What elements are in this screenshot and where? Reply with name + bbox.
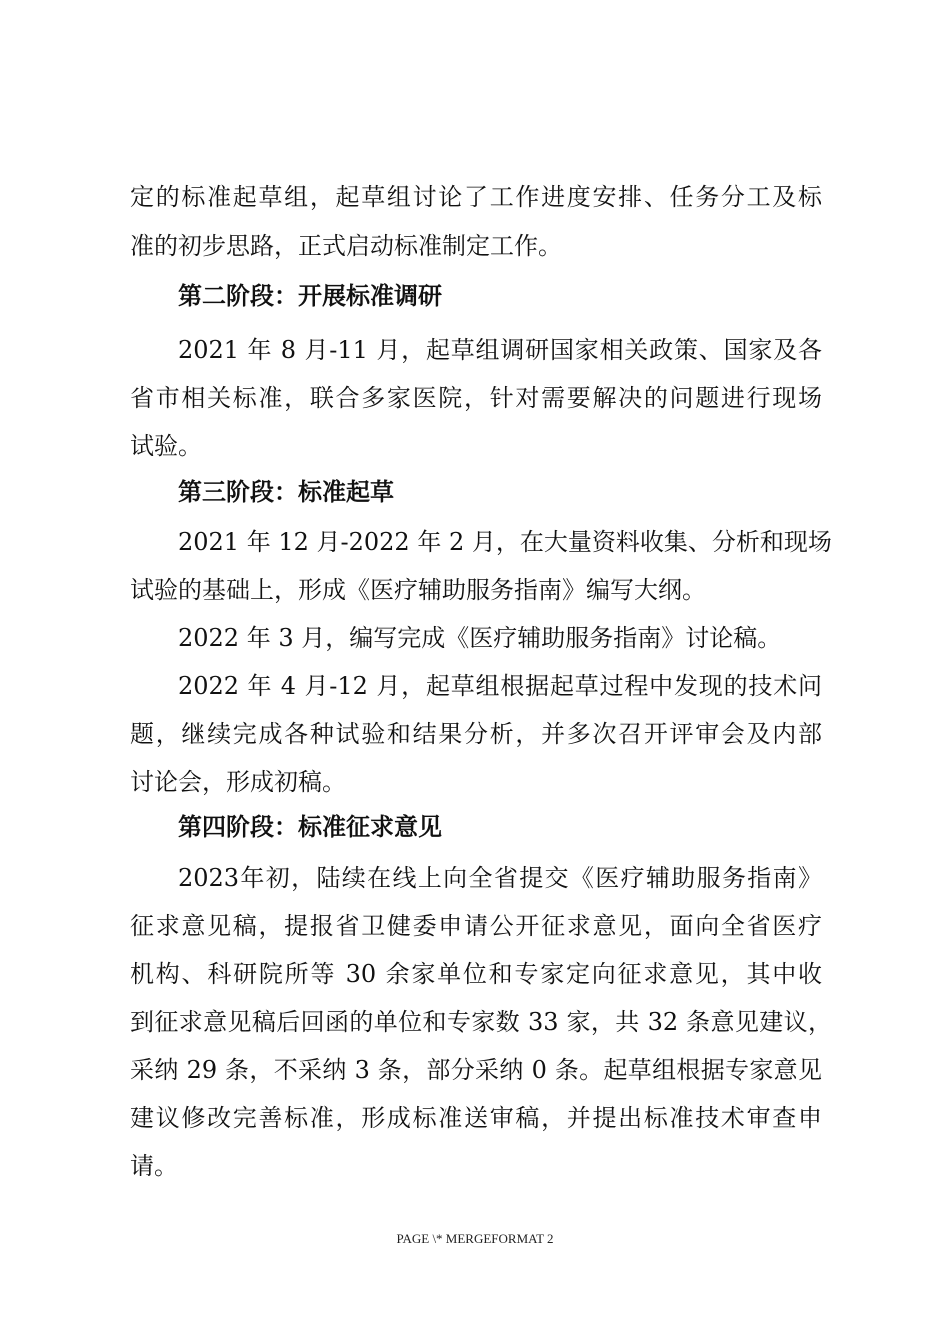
paragraph-line: 到征求意见稿后回函的单位和专家数 33 家，共 32 条意见建议， xyxy=(130,1008,832,1036)
page-footer: PAGE \* MERGEFORMAT 2 xyxy=(396,1231,554,1246)
section-heading: 第二阶段：开展标准调研 xyxy=(178,281,442,310)
paragraph-line: 请。 xyxy=(130,1152,178,1180)
paragraph-line: 2021 年 8 月-11 月，起草组调研国家相关政策、国家及各 xyxy=(178,336,822,364)
paragraph-line: 2021 年 12 月-2022 年 2 月，在大量资料收集、分析和现场 xyxy=(178,528,832,556)
section-heading: 第四阶段：标准征求意见 xyxy=(178,812,442,841)
paragraph-line: 2022 年 3 月，编写完成《医疗辅助服务指南》讨论稿。 xyxy=(178,624,782,652)
paragraph-line: 建议修改完善标准，形成标准送审稿，并提出标准技术审查申 xyxy=(130,1104,822,1132)
paragraph-line: 机构、科研院所等 30 余家单位和专家定向征求意见，其中收 xyxy=(130,960,822,988)
paragraph-line: 讨论会，形成初稿。 xyxy=(130,768,346,796)
paragraph-line: 定的标准起草组，起草组讨论了工作进度安排、任务分工及标 xyxy=(130,183,822,211)
paragraph-line: 征求意见稿，提报省卫健委申请公开征求意见，面向全省医疗 xyxy=(130,912,822,940)
paragraph-line: 试验。 xyxy=(130,432,202,460)
paragraph-line: 题，继续完成各种试验和结果分析，并多次召开评审会及内部 xyxy=(130,720,822,748)
paragraph-line: 省市相关标准，联合多家医院，针对需要解决的问题进行现场 xyxy=(130,384,822,412)
section-heading: 第三阶段：标准起草 xyxy=(178,477,394,506)
paragraph-line: 采纳 29 条，不采纳 3 条，部分采纳 0 条。起草组根据专家意见 xyxy=(130,1056,822,1084)
paragraph-line: 准的初步思路，正式启动标准制定工作。 xyxy=(130,232,562,260)
paragraph-line: 2023年初，陆续在线上向全省提交《医疗辅助服务指南》 xyxy=(178,864,822,892)
paragraph-line: 试验的基础上，形成《医疗辅助服务指南》编写大纲。 xyxy=(130,576,706,604)
paragraph-line: 2022 年 4 月-12 月，起草组根据起草过程中发现的技术问 xyxy=(178,672,822,700)
